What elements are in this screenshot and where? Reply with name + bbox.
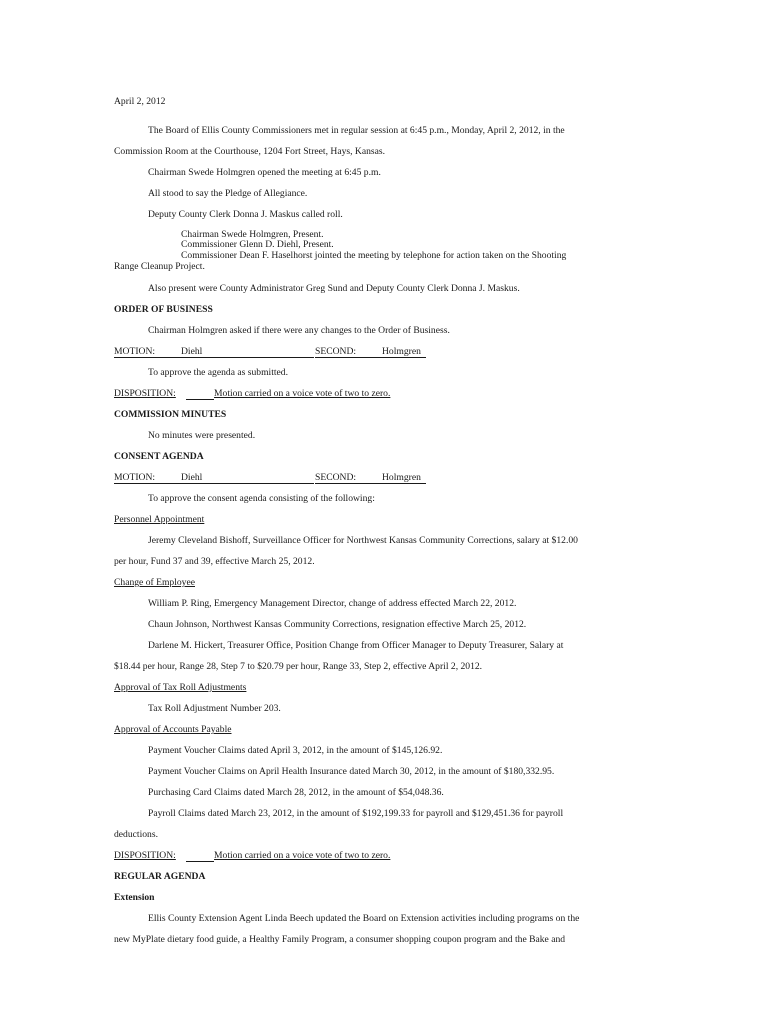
second-underline	[315, 483, 426, 484]
payable-item: Payment Voucher Claims on April Health Insurance dated March 30, 2012, in the amount of $180,332.95.	[148, 766, 555, 777]
motion-underline	[114, 483, 314, 484]
motion-underline	[114, 357, 314, 358]
opening-line: Chairman Swede Holmgren opened the meeting at 6:45 p.m.	[148, 167, 381, 178]
subheading-accounts-payable: Approval of Accounts Payable	[114, 724, 232, 735]
second-by: Holmgren	[382, 346, 421, 357]
subheading-extension: Extension	[114, 892, 155, 903]
payable-item-continuation: deductions.	[114, 829, 158, 840]
second-by: Holmgren	[382, 472, 421, 483]
disposition-label: DISPOSITION:	[114, 388, 176, 399]
motion-action: To approve the agenda as submitted.	[148, 367, 288, 378]
section-heading-regular-agenda: REGULAR AGENDA	[114, 871, 206, 882]
meeting-date: April 2, 2012	[114, 96, 166, 107]
tax-roll-text: Tax Roll Adjustment Number 203.	[148, 703, 281, 714]
disposition-label: DISPOSITION:	[114, 850, 176, 861]
personnel-line-1: Jeremy Cleveland Bishoff, Surveillance Officer for Northwest Kansas Community Corrections, salary at $12.00	[148, 535, 578, 546]
personnel-line-2: per hour, Fund 37 and 39, effective March 25, 2012.	[114, 556, 315, 567]
subheading-change-of-employee: Change of Employee	[114, 577, 195, 588]
roll-call-item: Commissioner Glenn D. Diehl, Present.	[181, 239, 334, 250]
change-item: William P. Ring, Emergency Management Director, change of address effected March 22, 2012.	[148, 598, 517, 609]
consent-action: To approve the consent agenda consisting of the following:	[148, 493, 375, 504]
intro-line-1: The Board of Ellis County Commissioners met in regular session at 6:45 p.m., Monday, April 2, 2012, in the	[148, 125, 565, 136]
subheading-personnel-appointment: Personnel Appointment	[114, 514, 205, 525]
payable-item: Payroll Claims dated March 23, 2012, in the amount of $192,199.33 for payroll and $129,451.36 for payroll	[148, 808, 564, 819]
disposition-line	[114, 388, 434, 400]
disposition-line	[114, 850, 434, 862]
payable-item: Purchasing Card Claims dated March 28, 2012, in the amount of $54,048.36.	[148, 787, 444, 798]
also-present: Also present were County Administrator Greg Sund and Deputy County Clerk Donna J. Maskus.	[148, 283, 520, 294]
second-label: SECOND:	[315, 346, 357, 357]
motion-by: Diehl	[181, 346, 203, 357]
disposition-text: Motion carried on a voice vote of two to zero.	[214, 850, 391, 861]
disposition-text: Motion carried on a voice vote of two to zero.	[214, 388, 391, 399]
extension-line-2: new MyPlate dietary food guide, a Healthy Family Program, a consumer shopping coupon program and the Bake and	[114, 934, 566, 945]
disposition-underline	[186, 399, 214, 400]
change-item: Darlene M. Hickert, Treasurer Office, Position Change from Officer Manager to Deputy Treasurer, Salary at	[148, 640, 564, 651]
motion-label: MOTION:	[114, 346, 156, 357]
commission-minutes-text: No minutes were presented.	[148, 430, 256, 441]
roll-call-item: Commissioner Dean F. Haselhorst jointed the meeting by telephone for action taken on the Shooting	[181, 250, 567, 261]
roll-call-item: Chairman Swede Holmgren, Present.	[181, 229, 324, 240]
section-heading-commission-minutes: COMMISSION MINUTES	[114, 409, 227, 420]
roll-call-continuation: Range Cleanup Project.	[114, 261, 205, 272]
change-item: Chaun Johnson, Northwest Kansas Community Corrections, resignation effective March 25, 2012.	[148, 619, 527, 630]
second-underline	[315, 357, 426, 358]
section-heading-consent-agenda: CONSENT AGENDA	[114, 451, 204, 462]
section-heading-order-of-business: ORDER OF BUSINESS	[114, 304, 213, 315]
roll-call-intro: Deputy County Clerk Donna J. Maskus called roll.	[148, 209, 343, 220]
disposition-underline	[186, 861, 214, 862]
change-item-continuation: $18.44 per hour, Range 28, Step 7 to $20.79 per hour, Range 33, Step 2, effective April 2, 2012.	[114, 661, 483, 672]
subheading-tax-roll-adjustments: Approval of Tax Roll Adjustments	[114, 682, 247, 693]
extension-line-1: Ellis County Extension Agent Linda Beech updated the Board on Extension activities including programs on the	[148, 913, 580, 924]
order-of-business-text: Chairman Holmgren asked if there were any changes to the Order of Business.	[148, 325, 450, 336]
second-label: SECOND:	[315, 472, 357, 483]
pledge-line: All stood to say the Pledge of Allegiance.	[148, 188, 308, 199]
intro-line-2: Commission Room at the Courthouse, 1204 Fort Street, Hays, Kansas.	[114, 146, 386, 157]
motion-label: MOTION:	[114, 472, 156, 483]
payable-item: Payment Voucher Claims dated April 3, 2012, in the amount of $145,126.92.	[148, 745, 443, 756]
motion-by: Diehl	[181, 472, 203, 483]
